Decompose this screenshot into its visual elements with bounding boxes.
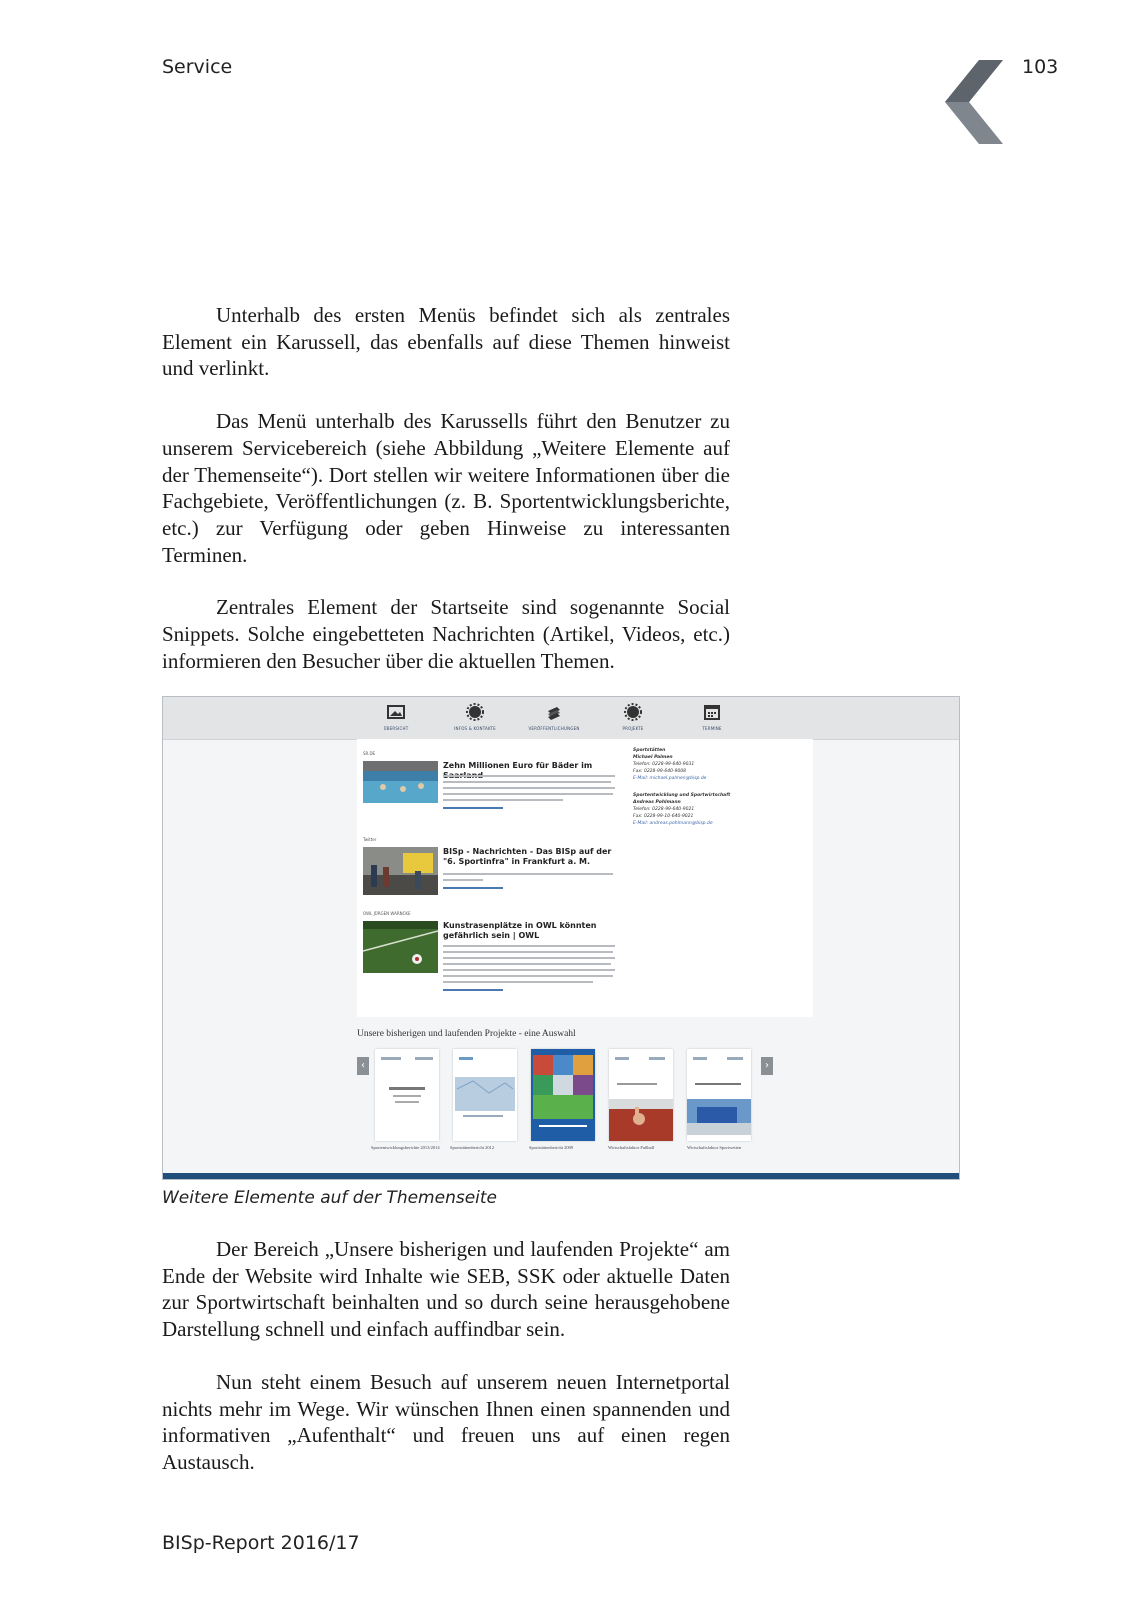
project-thumb-2[interactable] [453, 1049, 517, 1141]
book-stack-icon [545, 703, 563, 721]
body-column-top [162, 302, 730, 674]
snippet-text-line [443, 963, 611, 965]
paragraph-1: Unterhalb des ersten Menüs befindet sich als zentrales Element ein Karussell, das ebenfalls auf diese Themen hinweist und verlinkt. [162, 303, 730, 381]
sidebar-fax: Fax: 0228-99-10-640-9021 [633, 814, 694, 819]
fair-photo [363, 847, 438, 895]
snippet-read-more-link[interactable] [443, 807, 503, 809]
chevron-logo-icon [945, 60, 1005, 144]
snippet-read-more-link[interactable] [443, 887, 503, 889]
running-header-section: Service [162, 56, 233, 78]
fig-projects-title: Unsere bisherigen und laufenden Projekte - eine Auswahl [357, 1029, 576, 1039]
fig-nav-infos [440, 703, 510, 731]
snippet-text-line [443, 793, 613, 795]
fig-nav-overview [361, 703, 431, 731]
snippet-title: Zehn Millionen Euro für Bäder im [443, 761, 593, 770]
snippet-source: OWL JÜRGEN WARNCKE [363, 911, 411, 916]
fig-nav-projects [598, 703, 668, 731]
sidebar-heading: Sportentwicklung und Sportwirtschaft [633, 793, 731, 798]
body-column-bottom [162, 1236, 730, 1476]
fig-nav-bar [163, 697, 959, 740]
report-cover-image [609, 1049, 673, 1141]
project-caption-1: Sportentwicklungsberichte 2013/2014 [371, 1145, 440, 1150]
snippet-source: SR.DE [363, 751, 376, 756]
sidebar-phone: Telefon: 0228-99-640-9021 [633, 807, 695, 812]
project-caption-5: Wirtschaftsfaktor Sportwetten [687, 1145, 742, 1150]
fig-snippet-1 [363, 751, 628, 831]
snippet-read-more-link[interactable] [443, 989, 503, 991]
project-caption-3: Sportstättenbericht 2009 [529, 1145, 574, 1150]
project-thumb-1[interactable] [375, 1049, 439, 1141]
fig-accent-bar [163, 1173, 959, 1179]
report-cover-image [531, 1049, 595, 1141]
fig-nav-label: PROJEKTE [622, 726, 644, 731]
fig-nav-label: VERÖFFENTLICHUNGEN [528, 726, 580, 731]
running-footer: BISp-Report 2016/17 [162, 1532, 360, 1554]
snippet-text-line [443, 879, 483, 881]
figure-website-screenshot [162, 696, 960, 1180]
sidebar-name: Andreas Pohlmann [633, 800, 681, 805]
project-caption-4: Wirtschaftsfaktor Fußball [608, 1145, 655, 1150]
sidebar-fax: Fax: 0228-99-640-9008 [633, 769, 687, 774]
figure-caption: Weitere Elemente auf der Themenseite [162, 1188, 498, 1208]
pool-photo [363, 761, 438, 803]
paragraph-2: Das Menü unterhalb des Karussells führt den Benutzer zu unserem Servicebereich (siehe Abbildung „Weitere Elemente auf der Themenseite“). Dort stellen wir weitere Informationen über die Fachgebiete, Veröffentlichungen (z. B. Sportentwicklungsberichte, etc.) zur Verfügung oder geben Hinweise zu interessanten Terminen. [162, 409, 730, 567]
gear-icon [466, 703, 484, 721]
snippet-title: Kunstrasenplätze in OWL könnten gefährlich sein | OWL [443, 921, 597, 940]
snippet-text-line [443, 799, 563, 801]
fig-nav-label: TERMINE [702, 726, 722, 731]
page-number: 103 [1022, 56, 1059, 78]
snippet-source: Twitter [363, 837, 377, 842]
snippet-text-line [443, 975, 613, 977]
snippet-text-line [443, 969, 615, 971]
fig-nav-publications [519, 703, 589, 731]
project-caption-2: Sportstättenbericht 2012 [450, 1145, 495, 1150]
project-thumb-4[interactable] [609, 1049, 673, 1141]
fig-nav-dates [677, 703, 747, 731]
paragraph-4: Der Bereich „Unsere bisherigen und laufenden Projekte“ am Ende der Website wird Inhalte wie SEB, SSK oder aktuelle Daten zur Sportwirtschaft beinhalten und so durch seine herausgehobene Darstellung schnell und einfach auffindbar sein. [162, 1237, 730, 1342]
snippet-text-line [443, 873, 613, 875]
carousel-next-button[interactable]: › [761, 1057, 773, 1075]
sidebar-phone: Telefon: 0228-99-640-9031 [633, 762, 695, 767]
fig-contact-sidebar [633, 747, 751, 827]
paragraph-5: Nun steht einem Besuch auf unserem neuen Internetportal nichts mehr im Wege. Wir wünschen Ihnen einen spannenden und informativen „Aufenthalt“ und freuen uns auf einen regen Austausch. [162, 1369, 730, 1474]
calendar-icon [703, 703, 721, 721]
paragraph-3: Zentrales Element der Startseite sind sogenannte Social Snippets. Solche eingebetteten Nachrichten (Artikel, Videos, etc.) informieren den Besucher über die aktuellen Themen. [162, 595, 730, 673]
carousel-prev-button[interactable]: ‹ [357, 1057, 369, 1075]
report-cover-image [375, 1049, 439, 1141]
artificial-turf-photo [363, 921, 438, 973]
fig-nav-label: ÜBERSICHT [383, 726, 409, 731]
snippet-text-line [443, 775, 615, 777]
snippet-text-line [443, 957, 615, 959]
snippet-text-line [443, 787, 615, 789]
snippet-title: BISp - Nachrichten - Das BISp auf der "6. Sportinfra" in Frankfurt a. M. [443, 847, 612, 866]
snippet-text-line [443, 981, 593, 983]
snippet-text-line [443, 781, 611, 783]
image-icon [387, 703, 405, 721]
snippet-text-line [443, 945, 615, 947]
fig-snippet-3 [363, 911, 628, 1011]
sidebar-heading: Sportstätten [633, 748, 666, 753]
report-cover-image [453, 1049, 517, 1141]
sidebar-email-link[interactable]: E-Mail: andreas.pohlmann@bisp.de [633, 821, 713, 826]
sidebar-email-link[interactable]: E-Mail: michael.palmen@bisp.de [633, 776, 707, 781]
fig-nav-label: INFOS & KONTAKTE [454, 726, 496, 731]
sidebar-name: Michael Palmen [633, 755, 673, 760]
snippet-text-line [443, 951, 613, 953]
report-cover-image [687, 1049, 751, 1141]
fig-snippet-2 [363, 837, 628, 917]
project-thumb-5[interactable] [687, 1049, 751, 1141]
project-thumb-3[interactable] [531, 1049, 595, 1141]
gear-icon [624, 703, 642, 721]
